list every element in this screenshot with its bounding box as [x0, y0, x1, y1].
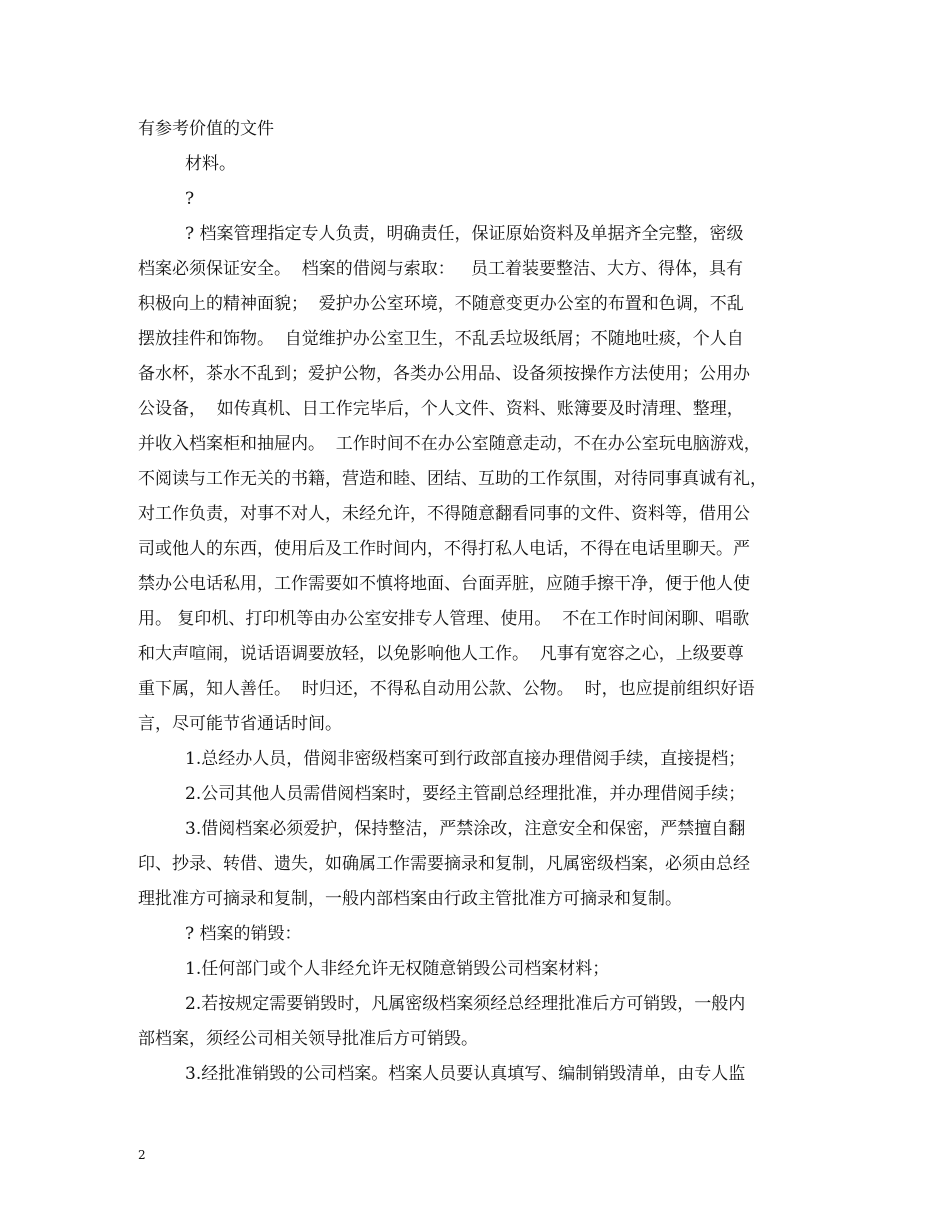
text-line: 积极向上的精神面貌； 爱护办公室环境，不随意变更办公室的布置和色调，不乱 [138, 294, 744, 314]
text-line: 理批准方可摘录和复制，一般内部档案由行政主管批准方可摘录和复制。 [138, 889, 682, 909]
text-line: 备水杯，茶水不乱到；爱护公物，各类办公用品、设备须按操作方法使用；公用办 [138, 364, 750, 384]
numbered-line: 1.任何部门或个人非经允许无权随意销毁公司档案材料； [185, 959, 610, 979]
text-line: 不阅读与工作无关的书籍，营造和睦、团结、互助的工作氛围，对待同事真诚有礼， [138, 469, 767, 489]
text-line: 档案必须保证安全。 档案的借阅与索取： 员工着装要整洁、大方、得体，具有 [138, 259, 744, 279]
text-line: 和大声喧闹，说话语调要放轻，以免影响他人工作。 凡事有宽容之心，上级要尊 [138, 644, 744, 664]
text-line: 部档案，须经公司相关领导批准后方可销毁。 [138, 1029, 478, 1049]
text-line: 用。 复印机、打印机等由办公室安排专人管理、使用。 不在工作时间闲聊、唱歌 [138, 609, 750, 629]
text-line: 并收入档案柜和抽屉内。 工作时间不在办公室随意走动，不在办公室玩电脑游戏， [138, 434, 761, 454]
text-line: 对工作负责，对事不对人，未经允许，不得随意翻看同事的文件、资料等，借用公 [138, 504, 750, 524]
text-line: 印、抄录、转借、遗失，如确属工作需要摘录和复制，凡属密级档案，必须由总经 [138, 854, 750, 874]
text-line: ? 档案管理指定专人负责，明确责任，保证原始资料及单据齐全完整，密级 [185, 224, 744, 244]
text-line: 言，尽可能节省通话时间。 [138, 714, 342, 734]
text-line: 禁办公电话私用，工作需要如不慎将地面、台面弄脏，应随手擦干净，便于他人使 [138, 574, 750, 594]
numbered-line: 2.若按规定需要销毁时，凡属密级档案须经总经理批准后方可销毁，一般内 [185, 994, 746, 1014]
text-line: 材料。 [185, 154, 236, 174]
numbered-line: 1.总经办人员，借阅非密级档案可到行政部直接办理借阅手续，直接提档； [185, 749, 746, 769]
numbered-line: 2.公司其他人员需借阅档案时，要经主管副总经理批准，并办理借阅手续； [185, 784, 746, 804]
numbered-line: 3.经批准销毁的公司档案。档案人员要认真填写、编制销毁清单，由专人监 [185, 1064, 746, 1084]
section-heading: ? 档案的销毁： [185, 924, 302, 944]
text-line: 重下属，知人善任。 时归还，不得私自动用公款、公物。 时，也应提前组织好语 [138, 679, 755, 699]
text-line: 公设备， 如传真机、日工作完毕后，个人文件、资料、账簿要及时清理、整理， [138, 399, 744, 419]
text-line: ? [185, 189, 195, 209]
page-number: 2 [138, 1148, 146, 1162]
text-line: 有参考价值的文件 [138, 119, 274, 139]
text-line: 摆放挂件和饰物。 自觉维护办公室卫生，不乱丢垃圾纸屑；不随地吐痰，个人自 [138, 329, 744, 349]
numbered-line: 3.借阅档案必须爱护，保持整洁，严禁涂改，注意安全和保密，严禁擅自翻 [185, 819, 746, 839]
text-line: 司或他人的东西，使用后及工作时间内，不得打私人电话，不得在电话里聊天。严 [138, 539, 750, 559]
